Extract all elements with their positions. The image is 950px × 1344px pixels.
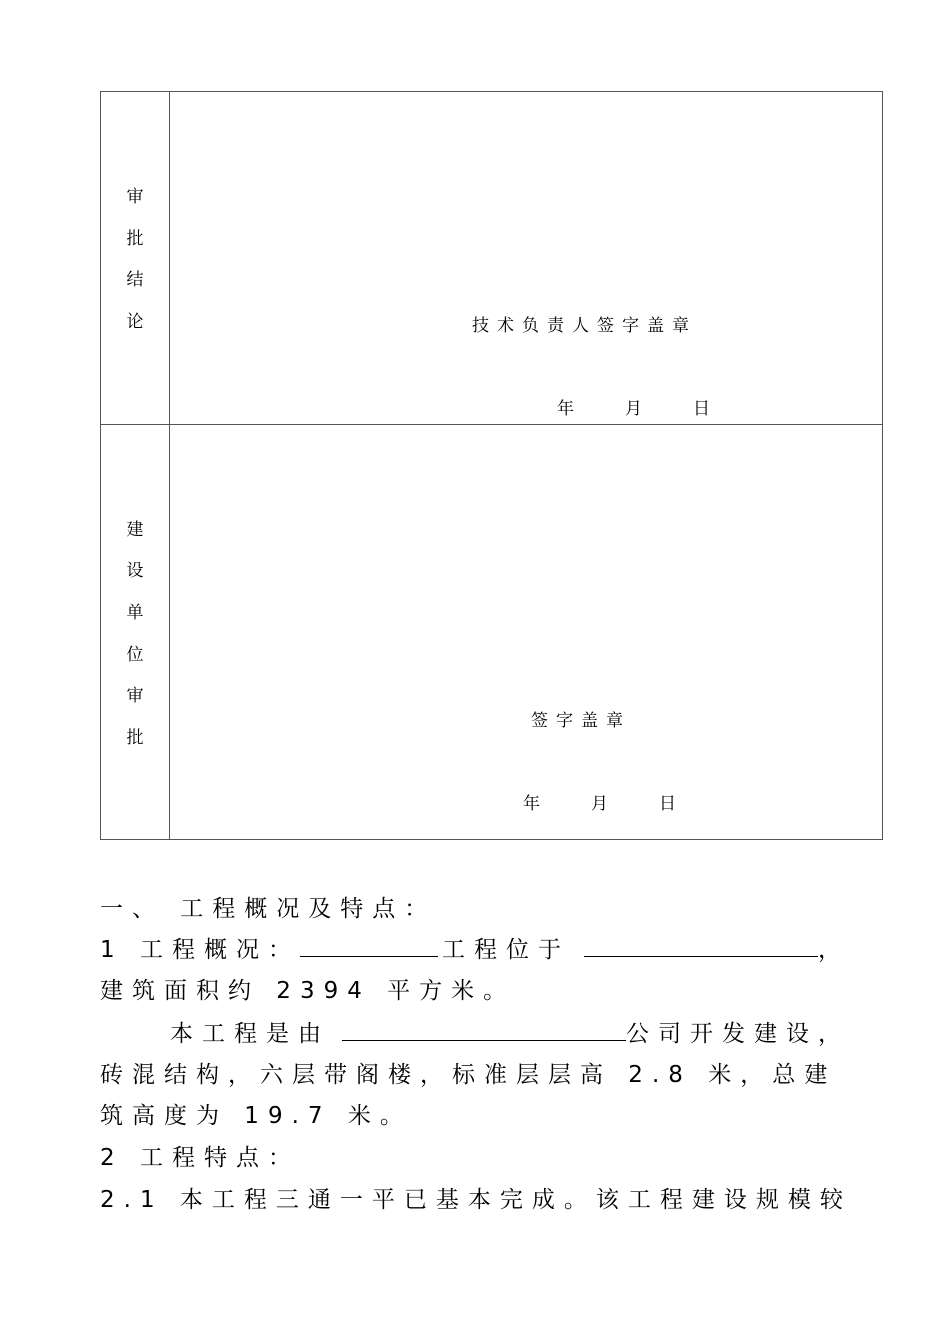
section-heading: 一、 工程概况及特点： <box>100 896 437 922</box>
date-day: 日 <box>659 794 676 814</box>
developer-name-blank <box>342 1020 626 1041</box>
project-name-blank <box>300 936 438 957</box>
feature-2-1: 2.1 本工程三通一平已基本完成。该工程建设规模较 <box>100 1187 852 1213</box>
developer-prefix: 本工程是由 <box>170 1021 330 1047</box>
label-char: 位 <box>126 645 144 665</box>
date-month: 月 <box>591 794 608 814</box>
structure-line: 砖混结构，六层带阁楼，标准层层高 2.8 米，总建 <box>100 1062 837 1088</box>
client-approval-row <box>101 425 882 839</box>
tech-lead-signature-label: 技术负责人签字盖章 <box>472 316 697 336</box>
label-char: 审 <box>126 686 144 706</box>
date-day: 日 <box>693 399 710 419</box>
label-char: 批 <box>126 229 144 249</box>
developer-line <box>170 1015 850 1048</box>
features-heading: 2 工程特点： <box>100 1145 300 1171</box>
approval-conclusion-label <box>101 92 170 424</box>
overview-comma: ， <box>817 937 850 963</box>
approval-conclusion-row <box>101 92 882 425</box>
label-char: 论 <box>126 312 144 332</box>
date-month: 月 <box>625 399 642 419</box>
date-year: 年 <box>523 794 540 814</box>
label-char: 建 <box>126 520 144 540</box>
label-char: 单 <box>126 603 144 623</box>
label-char: 审 <box>126 187 144 207</box>
client-approval-label <box>101 425 170 839</box>
developer-suffix: 公司开发建设， <box>626 1021 850 1047</box>
overview-line <box>100 931 850 964</box>
project-location-blank <box>584 936 818 957</box>
area-line: 建筑面积约 2394 平方米。 <box>100 978 516 1004</box>
date-year: 年 <box>557 399 574 419</box>
label-char: 结 <box>126 270 144 290</box>
overview-location-label: 工程位于 <box>441 937 570 963</box>
label-char: 批 <box>126 728 144 748</box>
height-line: 筑高度为 19.7 米。 <box>100 1103 412 1129</box>
signature-seal-label: 签字盖章 <box>531 711 631 731</box>
approval-table <box>100 91 883 840</box>
overview-prefix: 1 工程概况： <box>100 937 300 963</box>
label-char: 设 <box>126 561 144 581</box>
